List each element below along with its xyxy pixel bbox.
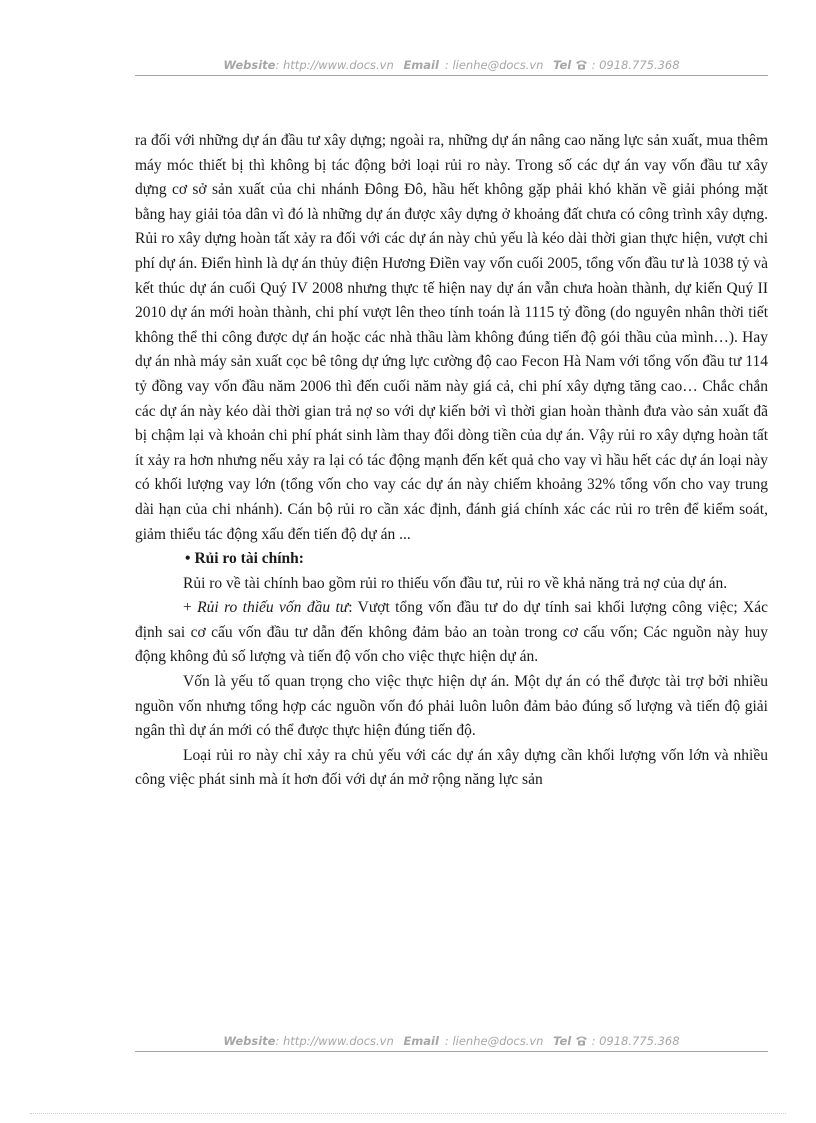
bullet-heading-financial-risk	[135, 547, 768, 572]
page-bottom-border	[30, 1113, 786, 1114]
footer-tel-label: Tel	[553, 1034, 572, 1048]
header-rule	[135, 75, 768, 76]
document-body	[135, 129, 768, 793]
bullet-icon: •	[185, 550, 191, 568]
phone-icon	[575, 1035, 588, 1046]
capital-shortage-prefix: +	[183, 599, 198, 617]
page-header	[135, 58, 768, 72]
header-website-label: Website	[223, 58, 276, 72]
capital-shortage-term: Rủi ro thiếu vốn đầu tư	[197, 599, 349, 617]
paragraph-financial-risk-intro: Rủi ro về tài chính bao gồm rủi ro thiếu vốn đầu tư, rủi ro về khả năng trả nợ của dự án.	[183, 574, 728, 592]
paragraph-risk-occurrence: Loại rủi ro này chỉ xảy ra chủ yếu với các dự án xây dựng cần khối lượng vốn lớn và nhiều công việc phát sinh mà ít hơn đối với dự án mở rộng năng lực sản	[135, 746, 768, 789]
footer-website-label: Website	[223, 1034, 276, 1048]
header-tel-label: Tel	[553, 58, 572, 72]
footer-email-label: Email	[403, 1034, 439, 1048]
paragraph-construction-risk: ra đối với những dự án đầu tư xây dựng; ngoài ra, những dự án nâng cao năng lực sản xuất, mua thêm máy móc thiết bị thì không bị tác động bởi loại rủi ro này. Trong số các dự án vay vốn đầu tư xây dựng cơ sở sản xuất của chi nhánh Đông Đô, hầu hết không gặp phải khó khăn về giải phóng mặt bằng hay giải tỏa dân vì đó là những dự án được xây dựng ở khoảng đất chưa có công trình xây dựng. Rủi ro xây dựng hoàn tất xảy ra đối với các dự án này chủ yếu là kéo dài thời gian thực hiện, vượt chi phí dự án. Điển hình là dự án thủy điện Hương Điền vay vốn cuối 2005, tổng vốn đầu tư là 1038 tỷ và kết thúc dự án cuối Quý IV 2008 nhưng thực tế hiện nay dự án vẫn chưa hoàn thành, dự kiến Quý II 2010 dự án mới hoàn thành, chi phí vượt lên theo tính toán là 1115 tỷ đồng (do nguyên nhân thời tiết không thể thi công được dự án hoặc các nhà thầu làm không đúng tiến độ gói thầu của mình…). Hay dự án nhà máy sản xuất cọc bê tông dự ứng lực cường độ cao Fecon Hà Nam với tổng vốn đầu tư 114 tỷ đồng vay vốn đầu năm 2006 thì đến cuối năm này giá cả, chi phí xây dựng tăng cao… Chắc chắn các dự án này kéo dài thời gian trả nợ so với dự kiến bởi vì thời gian hoàn thành đưa vào sản xuất đã bị chậm lại và khoản chi phí phát sinh làm thay đổi dòng tiền của dự án. Vậy rủi ro xây dựng hoàn tất ít xảy ra hơn nhưng nếu xảy ra lại có tác động mạnh đến kết quả cho vay vì hầu hết các dự án loại này có khối lượng vay lớn (tổng vốn cho vay các dự án này chiếm khoảng 32% tổng vốn cho vay trung dài hạn của chi nhánh). Cán bộ rủi ro cần xác định, đánh giá chính xác các rủi ro trên để kiểm soát, giảm thiểu tác động xấu đến tiến độ dự án ...	[135, 132, 768, 543]
paragraph-capital-importance: Vốn là yếu tố quan trọng cho việc thực hiện dự án. Một dự án có thể được tài trợ bởi nhiều nguồn vốn nhưng tổng hợp các nguồn vốn đó phải luôn luôn đảm bảo đúng số lượng và tiến độ giải ngân thì dự án mới có thể được thực hiện đúng tiến độ.	[135, 673, 768, 740]
footer-website-value: : http://www.docs.vn	[275, 1034, 394, 1048]
footer-email-value: : lienhe@docs.vn	[444, 1034, 544, 1048]
paragraph-capital-shortage	[135, 596, 768, 670]
header-email-label: Email	[403, 58, 439, 72]
bullet-heading-text: Rủi ro tài chính:	[194, 550, 304, 568]
header-tel-value: : 0918.775.368	[591, 58, 680, 72]
header-website-value: : http://www.docs.vn	[275, 58, 394, 72]
capital-shortage-text: : Vượt tổng vốn đầu tư do dự tính sai khối lượng công việc; Xác định sai cơ cấu vốn đầu tư dẫn đến không đảm bảo an toàn trong cơ cấu vốn; Các nguồn này huy động không đủ số lượng và tiến độ vốn cho việc thực hiện dự án.	[135, 599, 768, 666]
phone-icon	[575, 59, 588, 70]
footer-rule	[135, 1051, 768, 1052]
page-footer	[135, 1034, 768, 1048]
header-email-value: : lienhe@docs.vn	[444, 58, 544, 72]
footer-tel-value: : 0918.775.368	[591, 1034, 680, 1048]
